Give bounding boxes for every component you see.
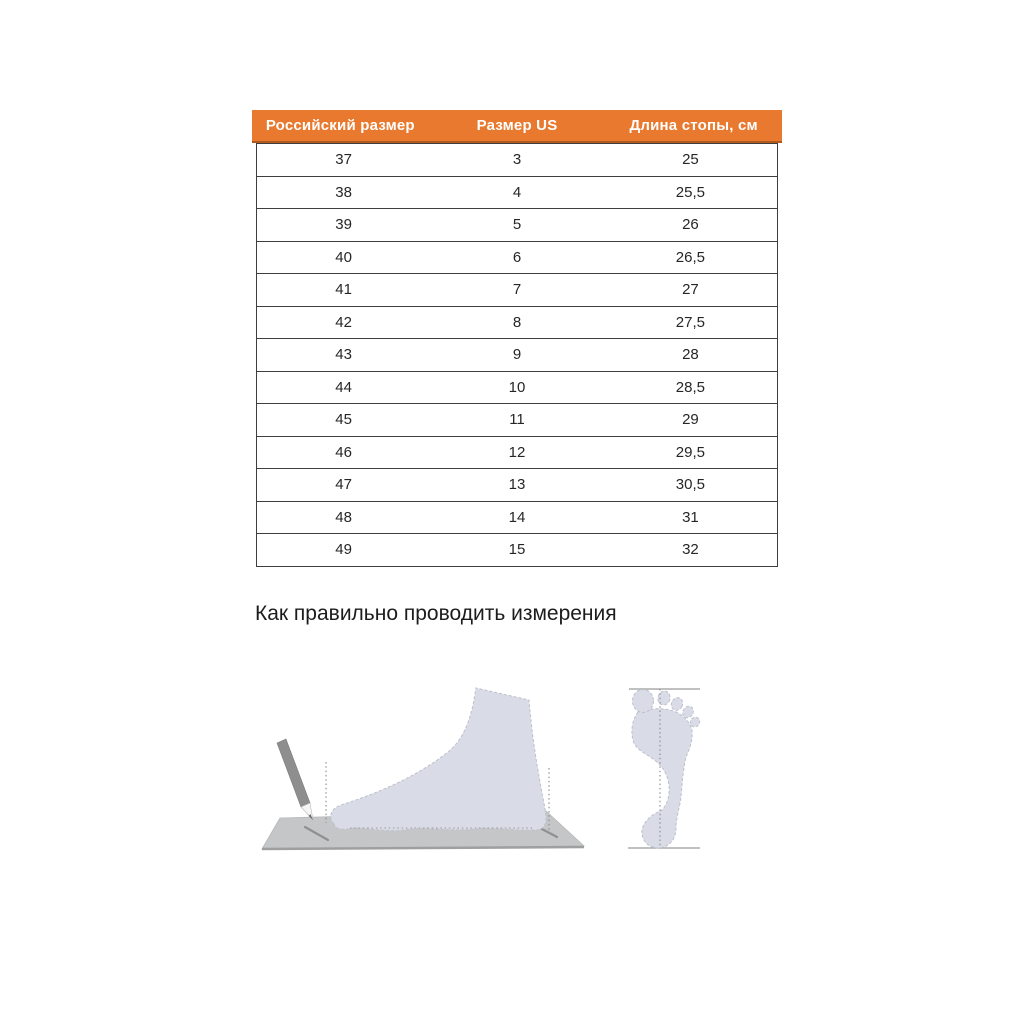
table-cell: 48 bbox=[257, 501, 431, 534]
foot-side-shape bbox=[331, 688, 546, 831]
table-cell: 38 bbox=[257, 176, 431, 209]
footprint-big-toe bbox=[633, 690, 654, 713]
table-row bbox=[257, 469, 778, 502]
table-cell: 40 bbox=[257, 241, 431, 274]
table-cell: 27,5 bbox=[604, 306, 778, 339]
table-cell: 5 bbox=[430, 209, 604, 242]
table-cell: 26,5 bbox=[604, 241, 778, 274]
table-cell: 25,5 bbox=[604, 176, 778, 209]
table-cell: 44 bbox=[257, 371, 431, 404]
table-row bbox=[257, 404, 778, 437]
table-row bbox=[257, 144, 778, 177]
pencil-body bbox=[277, 739, 310, 807]
table-cell: 28,5 bbox=[604, 371, 778, 404]
size-table-header bbox=[252, 110, 782, 143]
table-cell: 37 bbox=[257, 144, 431, 177]
size-table bbox=[252, 110, 782, 567]
table-cell: 45 bbox=[257, 404, 431, 437]
table-cell: 46 bbox=[257, 436, 431, 469]
table-cell: 32 bbox=[682, 541, 699, 559]
table-row bbox=[257, 534, 778, 567]
table-cell: 14 bbox=[430, 501, 604, 534]
table-cell: 3 bbox=[430, 144, 604, 177]
table-cell: 47 bbox=[257, 469, 431, 502]
table-cell: 10 bbox=[430, 371, 604, 404]
header-cell-us-size: Размер US bbox=[476, 117, 558, 134]
table-cell: 15 bbox=[508, 541, 526, 559]
table-row bbox=[257, 274, 778, 307]
table-row bbox=[257, 436, 778, 469]
table-cell: 27 bbox=[604, 274, 778, 307]
table-cell: 28 bbox=[604, 339, 778, 372]
measurement-illustration bbox=[250, 650, 750, 870]
table-cell: 4 bbox=[430, 176, 604, 209]
table-row bbox=[257, 339, 778, 372]
table-cell: 49 bbox=[335, 541, 352, 559]
header-cell-russian-size: Российский размер bbox=[265, 117, 415, 134]
section-title: Как правильно проводить измерения bbox=[255, 602, 617, 625]
table-row bbox=[257, 306, 778, 339]
table-cell: 30,5 bbox=[604, 469, 778, 502]
size-table-body bbox=[256, 143, 778, 567]
footprint-illustration bbox=[628, 689, 702, 848]
table-cell: 42 bbox=[257, 306, 431, 339]
table-cell: 7 bbox=[430, 274, 604, 307]
header-cell-foot-length: Длина стопы, см bbox=[629, 117, 758, 134]
table-row bbox=[257, 501, 778, 534]
size-table-rows bbox=[257, 144, 778, 567]
table-cell: 29,5 bbox=[604, 436, 778, 469]
footprint-toe-3 bbox=[669, 696, 684, 712]
table-row bbox=[257, 371, 778, 404]
table-cell: 6 bbox=[430, 241, 604, 274]
table-cell: 26 bbox=[604, 209, 778, 242]
table-cell: 12 bbox=[430, 436, 604, 469]
foot-side-view-illustration bbox=[262, 688, 584, 849]
table-cell: 31 bbox=[604, 501, 778, 534]
table-cell: 13 bbox=[430, 469, 604, 502]
table-cell: 11 bbox=[430, 404, 604, 437]
table-row bbox=[257, 209, 778, 242]
table-cell: 9 bbox=[430, 339, 604, 372]
footprint-toe-2 bbox=[656, 690, 671, 707]
table-row bbox=[257, 176, 778, 209]
table-cell: 43 bbox=[257, 339, 431, 372]
table-cell: 29 bbox=[604, 404, 778, 437]
table-cell: 39 bbox=[257, 209, 431, 242]
table-row bbox=[257, 241, 778, 274]
footprint-shape bbox=[632, 709, 692, 848]
pencil-icon bbox=[277, 739, 313, 820]
table-cell: 25 bbox=[604, 144, 778, 177]
table-cell: 41 bbox=[257, 274, 431, 307]
table-cell: 8 bbox=[430, 306, 604, 339]
